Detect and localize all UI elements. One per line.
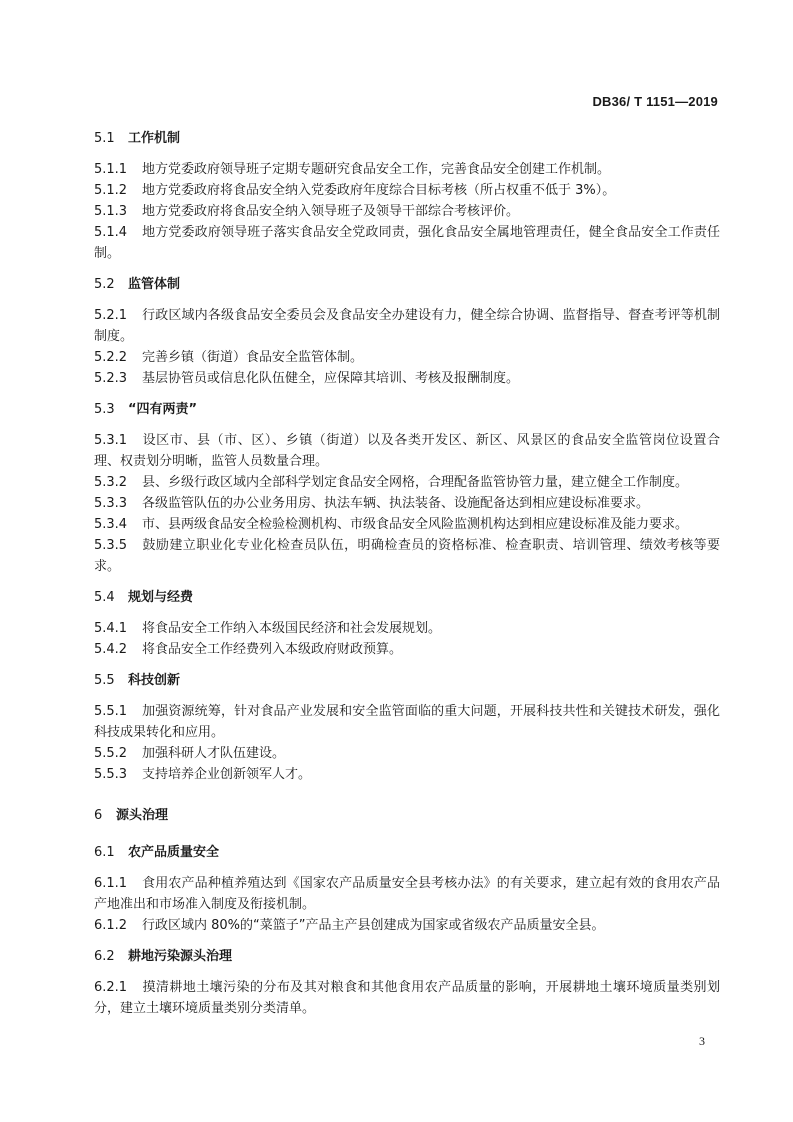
clause-text: 支持培养企业创新领军人才。 (142, 767, 312, 782)
clause (94, 873, 720, 915)
clause (94, 535, 720, 577)
clause-number: 5.3.4 (94, 517, 128, 532)
document-body (94, 128, 720, 1019)
document-code: DB36/ T 1151—2019 (592, 94, 718, 109)
clause-text: 工作机制 (128, 131, 181, 146)
clause (94, 701, 720, 743)
clause (94, 764, 720, 785)
clause (94, 201, 720, 222)
clause-number: 5.5 (94, 673, 115, 688)
clause (94, 180, 720, 201)
clause (94, 493, 720, 514)
section-heading (94, 842, 720, 863)
clause (94, 430, 720, 472)
clause (94, 977, 720, 1019)
clause-number: 6.1.2 (94, 918, 128, 933)
clause-number: 5.3.1 (94, 433, 128, 448)
clause (94, 368, 720, 389)
clause-text: 农产品质量安全 (128, 845, 220, 860)
clause-number: 5.2.3 (94, 371, 128, 386)
section-heading (94, 128, 720, 149)
clause (94, 915, 720, 936)
chapter-heading (94, 805, 720, 826)
clause (94, 639, 720, 660)
clause-number: 5.3 (94, 402, 115, 417)
clause-text: “四有两责” (128, 402, 198, 417)
clause-text: 市、县两级食品安全检验检测机构、市级食品安全风险监测机构达到相应建设标准及能力要求。 (142, 517, 689, 532)
clause-text: 县、乡级行政区域内全部科学划定食品安全网格，合理配备监管协管力量，建立健全工作制度。 (142, 475, 689, 490)
clause (94, 347, 720, 368)
clause-number: 5.5.2 (94, 746, 128, 761)
clause-text: 地方党委政府领导班子落实食品安全党政同责，强化食品安全属地管理责任，健全食品安全工作责任制。 (94, 225, 720, 261)
section-heading (94, 399, 720, 420)
clause-number: 5.2.1 (94, 308, 128, 323)
clause-text: 食用农产品种植养殖达到《国家农产品质量安全县考核办法》的有关要求，建立起有效的食用农产品产地准出和市场准入制度及衔接机制。 (94, 876, 720, 912)
clause (94, 472, 720, 493)
clause-text: 地方党委政府将食品安全纳入领导班子及领导干部综合考核评价。 (142, 204, 520, 219)
clause-text: 科技创新 (128, 673, 181, 688)
clause (94, 305, 720, 347)
clause-number: 5.5.3 (94, 767, 128, 782)
clause-number: 5.4.2 (94, 642, 128, 657)
clause-text: 耕地污染源头治理 (128, 949, 233, 964)
clause-number: 6.2.1 (94, 980, 128, 995)
clause-number: 5.2.2 (94, 350, 128, 365)
clause-text: 将食品安全工作纳入本级国民经济和社会发展规划。 (142, 621, 442, 636)
clause-text: 基层协管员或信息化队伍健全，应保障其培训、考核及报酬制度。 (142, 371, 520, 386)
clause-number: 6.1.1 (94, 876, 128, 891)
clause-number: 6 (94, 808, 103, 823)
clause-text: 加强资源统筹，针对食品产业发展和安全监管面临的重大问题，开展科技共性和关键技术研发，强化科技成果转化和应用。 (94, 704, 720, 740)
clause-text: 完善乡镇（街道）食品安全监管体制。 (142, 350, 364, 365)
clause-text: 将食品安全工作经费列入本级政府财政预算。 (142, 642, 403, 657)
clause-number: 5.2 (94, 277, 115, 292)
clause-number: 6.1 (94, 845, 115, 860)
clause-number: 5.3.2 (94, 475, 128, 490)
section-heading (94, 670, 720, 691)
clause-text: 地方党委政府将食品安全纳入党委政府年度综合目标考核（所占权重不低于 3%）。 (142, 183, 616, 198)
clause-number: 5.4.1 (94, 621, 128, 636)
clause-text: 行政区域内各级食品安全委员会及食品安全办建设有力，健全综合协调、监督指导、督查考评等机制制度。 (94, 308, 720, 344)
clause-text: 行政区域内 80%的“菜篮子”产品主产县创建成为国家或省级农产品质量安全县。 (142, 918, 605, 933)
clause-number: 5.1.3 (94, 204, 128, 219)
clause-text: 地方党委政府领导班子定期专题研究食品安全工作，完善食品安全创建工作机制。 (142, 162, 611, 177)
section-heading (94, 587, 720, 608)
section-heading (94, 946, 720, 967)
clause-text: 摸清耕地土壤污染的分布及其对粮食和其他食用农产品质量的影响，开展耕地土壤环境质量类别划分，建立土壤环境质量类别分类清单。 (94, 980, 720, 1016)
clause-number: 5.4 (94, 590, 115, 605)
clause (94, 222, 720, 264)
clause-text: 规划与经费 (128, 590, 194, 605)
clause (94, 159, 720, 180)
clause-text: 鼓励建立职业化专业化检查员队伍，明确检查员的资格标准、检查职责、培训管理、绩效考核等要求。 (94, 538, 720, 574)
clause-number: 5.1.4 (94, 225, 128, 240)
clause (94, 514, 720, 535)
clause-number: 5.5.1 (94, 704, 128, 719)
clause-number: 5.3.5 (94, 538, 128, 553)
clause-text: 各级监管队伍的办公业务用房、执法车辆、执法装备、设施配备达到相应建设标准要求。 (142, 496, 650, 511)
clause-text: 监管体制 (128, 277, 181, 292)
clause-number: 6.2 (94, 949, 115, 964)
clause-number: 5.3.3 (94, 496, 128, 511)
clause (94, 743, 720, 764)
clause-number: 5.1 (94, 131, 115, 146)
clause-number: 5.1.1 (94, 162, 128, 177)
clause-text: 加强科研人才队伍建设。 (142, 746, 286, 761)
clause-number: 5.1.2 (94, 183, 128, 198)
clause-text: 源头治理 (116, 808, 169, 823)
clause (94, 618, 720, 639)
section-heading (94, 274, 720, 295)
page-number: 3 (699, 1034, 705, 1048)
clause-text: 设区市、县（市、区）、乡镇（街道）以及各类开发区、新区、风景区的食品安全监管岗位设置合理、权责划分明晰，监管人员数量合理。 (94, 433, 720, 469)
